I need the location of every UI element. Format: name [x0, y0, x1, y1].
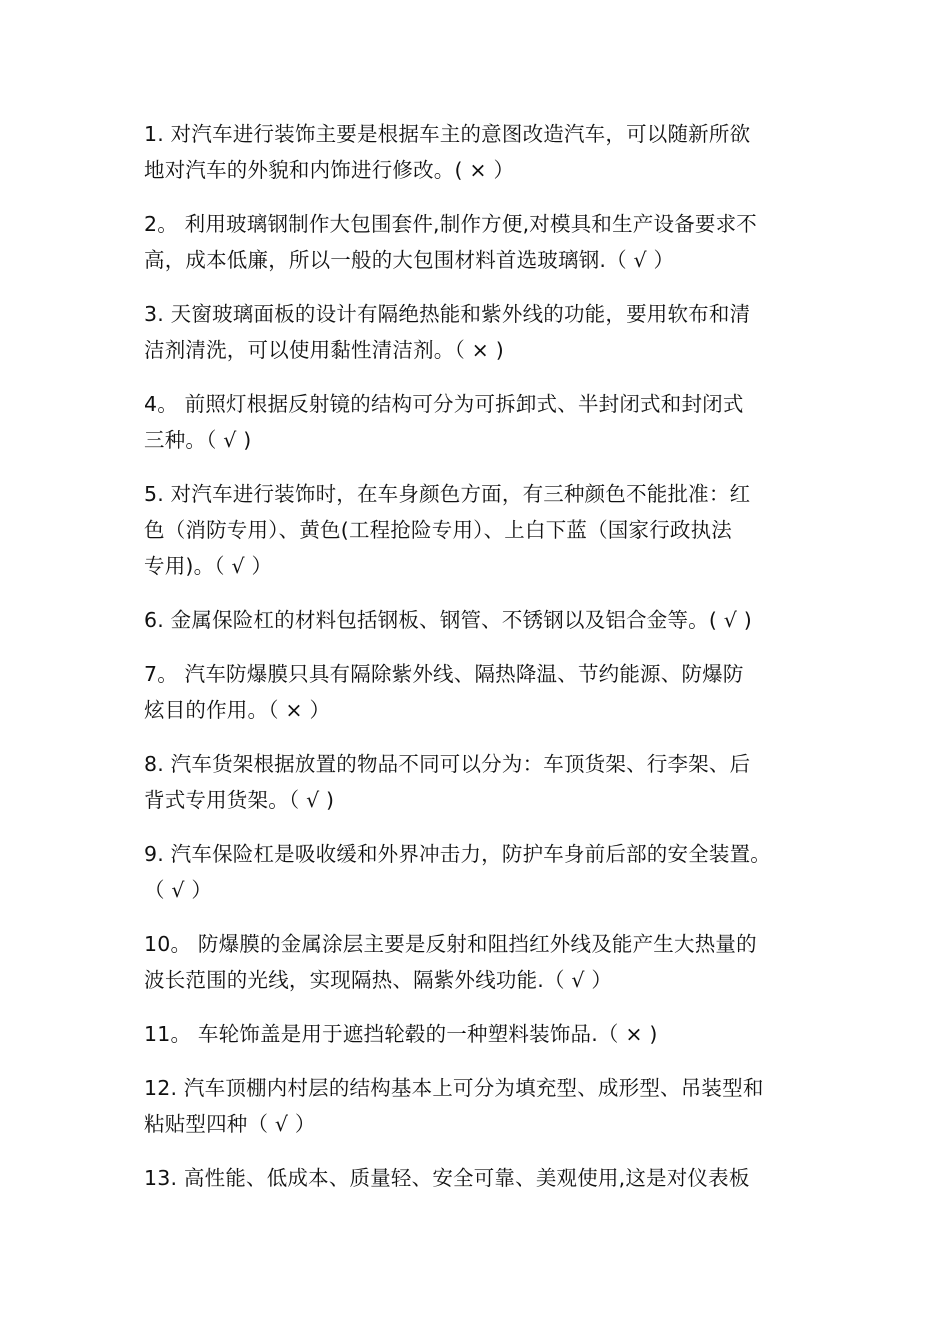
- question-line: 背式专用货架。（ √ ): [144, 788, 335, 812]
- question-7: [144, 656, 814, 728]
- question-4: [144, 386, 814, 458]
- question-2: [144, 206, 814, 278]
- question-1: [144, 116, 814, 188]
- question-line: 色（消防专用）、黄色(工程抢险专用）、上白下蓝（国家行政执法: [144, 518, 732, 542]
- question-5: [144, 476, 814, 584]
- question-line: 粘贴型四种（ √ ）: [144, 1112, 316, 1136]
- question-line: 洁剂清洗，可以使用黏性清洁剂。（ × ): [144, 338, 504, 362]
- question-line: 12. 汽车顶棚内村层的结构基本上可分为填充型、成形型、吊装型和: [144, 1076, 764, 1100]
- question-line: 13. 高性能、低成本、质量轻、安全可靠、美观使用,这是对仪表板: [144, 1166, 750, 1190]
- question-line: 10。 防爆膜的金属涂层主要是反射和阻挡红外线及能产生大热量的: [144, 932, 757, 956]
- question-line: 2。 利用玻璃钢制作大包围套件,制作方便,对模具和生产设备要求不: [144, 212, 757, 236]
- question-line: 8. 汽车货架根据放置的物品不同可以分为：车顶货架、行李架、后: [144, 752, 751, 776]
- question-3: [144, 296, 814, 368]
- question-line: 波长范围的光线，实现隔热、隔紫外线功能.（ √ ）: [144, 968, 613, 992]
- question-line: 1. 对汽车进行装饰主要是根据车主的意图改造汽车，可以随新所欲: [144, 122, 751, 146]
- question-13: [144, 1160, 814, 1196]
- question-line: 4。 前照灯根据反射镜的结构可分为可拆卸式、半封闭式和封闭式: [144, 392, 744, 416]
- question-6: [144, 602, 814, 638]
- question-line: （ √ ）: [144, 878, 213, 902]
- question-line: 专用)。（ √ ）: [144, 554, 273, 578]
- question-line: 6. 金属保险杠的材料包括钢板、钢管、不锈钢以及铝合金等。( √ ): [144, 608, 752, 632]
- question-12: [144, 1070, 814, 1142]
- question-line: 11。 车轮饰盖是用于遮挡轮毂的一种塑料装饰品.（ × ): [144, 1022, 658, 1046]
- question-line: 9. 汽车保险杠是吸收缓和外界冲击力，防护车身前后部的安全装置。: [144, 842, 771, 866]
- question-9: [144, 836, 814, 908]
- question-line: 5. 对汽车进行装饰时，在车身颜色方面，有三种颜色不能批准：红: [144, 482, 751, 506]
- question-line: 炫目的作用。（ × ）: [144, 698, 331, 722]
- question-line: 地对汽车的外貌和内饰进行修改。( × ）: [144, 158, 515, 182]
- question-line: 3. 天窗玻璃面板的设计有隔绝热能和紫外线的功能，要用软布和清: [144, 302, 751, 326]
- document-page: [144, 116, 814, 1214]
- question-10: [144, 926, 814, 998]
- question-line: 三种。（ √ ): [144, 428, 252, 452]
- question-8: [144, 746, 814, 818]
- question-line: 7。 汽车防爆膜只具有隔除紫外线、隔热降温、节约能源、防爆防: [144, 662, 744, 686]
- question-line: 高，成本低廉，所以一般的大包围材料首选玻璃钢.（ √ ）: [144, 248, 675, 272]
- question-11: [144, 1016, 814, 1052]
